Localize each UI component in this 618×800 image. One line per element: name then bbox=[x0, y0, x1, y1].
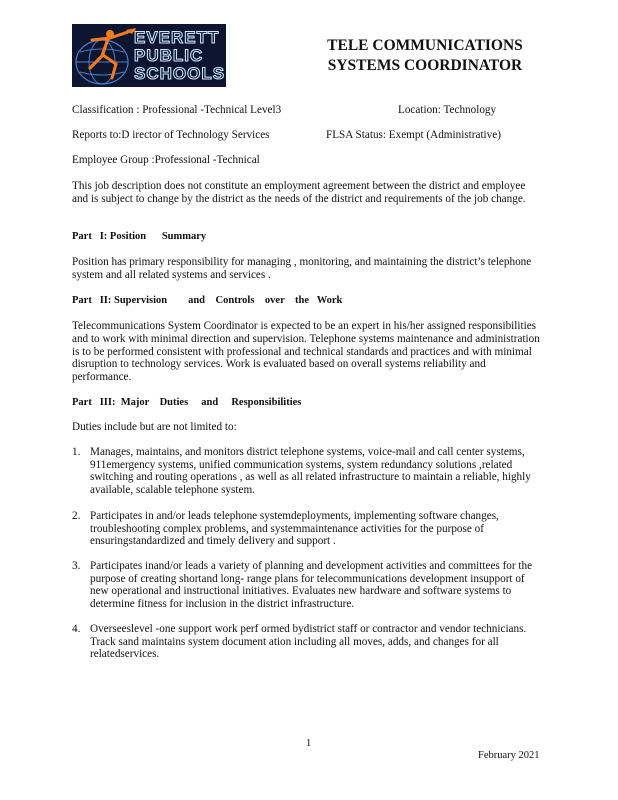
duty-item: Participates inand/or leads a variety of planning and development activities and committees for the purpose of creating shortand long- range plans for telecommunications development insupport of new operational and instructional initiatives. Evaluates new hardware and software systems to determine fitness for inclusion in the district infrastructure. bbox=[90, 560, 533, 610]
duty-number: 1. bbox=[72, 446, 81, 458]
reports-to: Reports to:D irector of Technology Services bbox=[72, 129, 270, 141]
part1-heading: Part I: Position Summary bbox=[72, 231, 207, 242]
duty-item: Participates in and/or leads telephone systemdeployments, implementing software changes, troubleshooting complex problems, and systemmaintenance activities for the purpose of ensuringstandardized and timely delivery and support . bbox=[90, 510, 499, 548]
page-number: 1 bbox=[306, 738, 312, 749]
intro-paragraph: This job description does not constitute an employment agreement between the district and employee and is subject to change by the district as the needs of the district and requirements of the job change. bbox=[72, 180, 526, 205]
logo-text-public: PUBLIC bbox=[134, 46, 204, 65]
duty-number: 3. bbox=[72, 560, 81, 572]
part1-text: Position has primary responsibility for managing , monitoring, and maintaining the district’s telephone system and all related systems and services . bbox=[72, 256, 532, 281]
part2-heading: Part II: Supervision and Controls over the Work bbox=[72, 295, 343, 306]
duty-item: Overseeslevel -one support work perf ormed bydistrict staff or contractor and vendor technicians. Track sand maintains system document ation including all moves, adds, and changes for all relatedservices. bbox=[90, 623, 527, 661]
part2-text: Telecommunications System Coordinator is expected to be an expert in his/her assigned responsibilities and to work with minimal direction and supervision. Telephone systems maintenance and administration is to be performed consistent with professional and technical standards and practices and with minimal disruption to technology services. Work is evaluated based on overall systems reliability and performance. bbox=[72, 320, 540, 384]
revision-date: February 2021 bbox=[478, 750, 540, 761]
job-title-line2: SYSTEMS COORDINATOR bbox=[327, 57, 523, 74]
classification: Classification : Professional -Technical Level3 bbox=[72, 104, 282, 116]
job-title-line1: TELE COMMUNICATIONS bbox=[327, 37, 523, 54]
logo-text-schools: SCHOOLS bbox=[134, 64, 226, 83]
duties-lead: Duties include but are not limited to: bbox=[72, 421, 237, 433]
employee-group: Employee Group :Professional -Technical bbox=[72, 154, 260, 166]
duty-item: Manages, maintains, and monitors district telephone systems, voice-mail and call center systems, 911emergency systems, unified communication systems, system redundancy solutions ,related switching and routing operations , as well as all related infrastructure to maintain a reliable, highly available, scalable telephone system. bbox=[90, 446, 531, 496]
duty-number: 4. bbox=[72, 623, 81, 635]
flsa-status: FLSA Status: Exempt (Administrative) bbox=[326, 129, 501, 141]
job-title bbox=[300, 36, 550, 76]
location: Location: Technology bbox=[398, 104, 497, 116]
logo-text-everett: EVERETT bbox=[134, 28, 220, 47]
district-logo bbox=[72, 24, 226, 87]
part3-heading: Part III: Major Duties and Responsibilities bbox=[72, 397, 302, 408]
duty-number: 2. bbox=[72, 510, 81, 522]
